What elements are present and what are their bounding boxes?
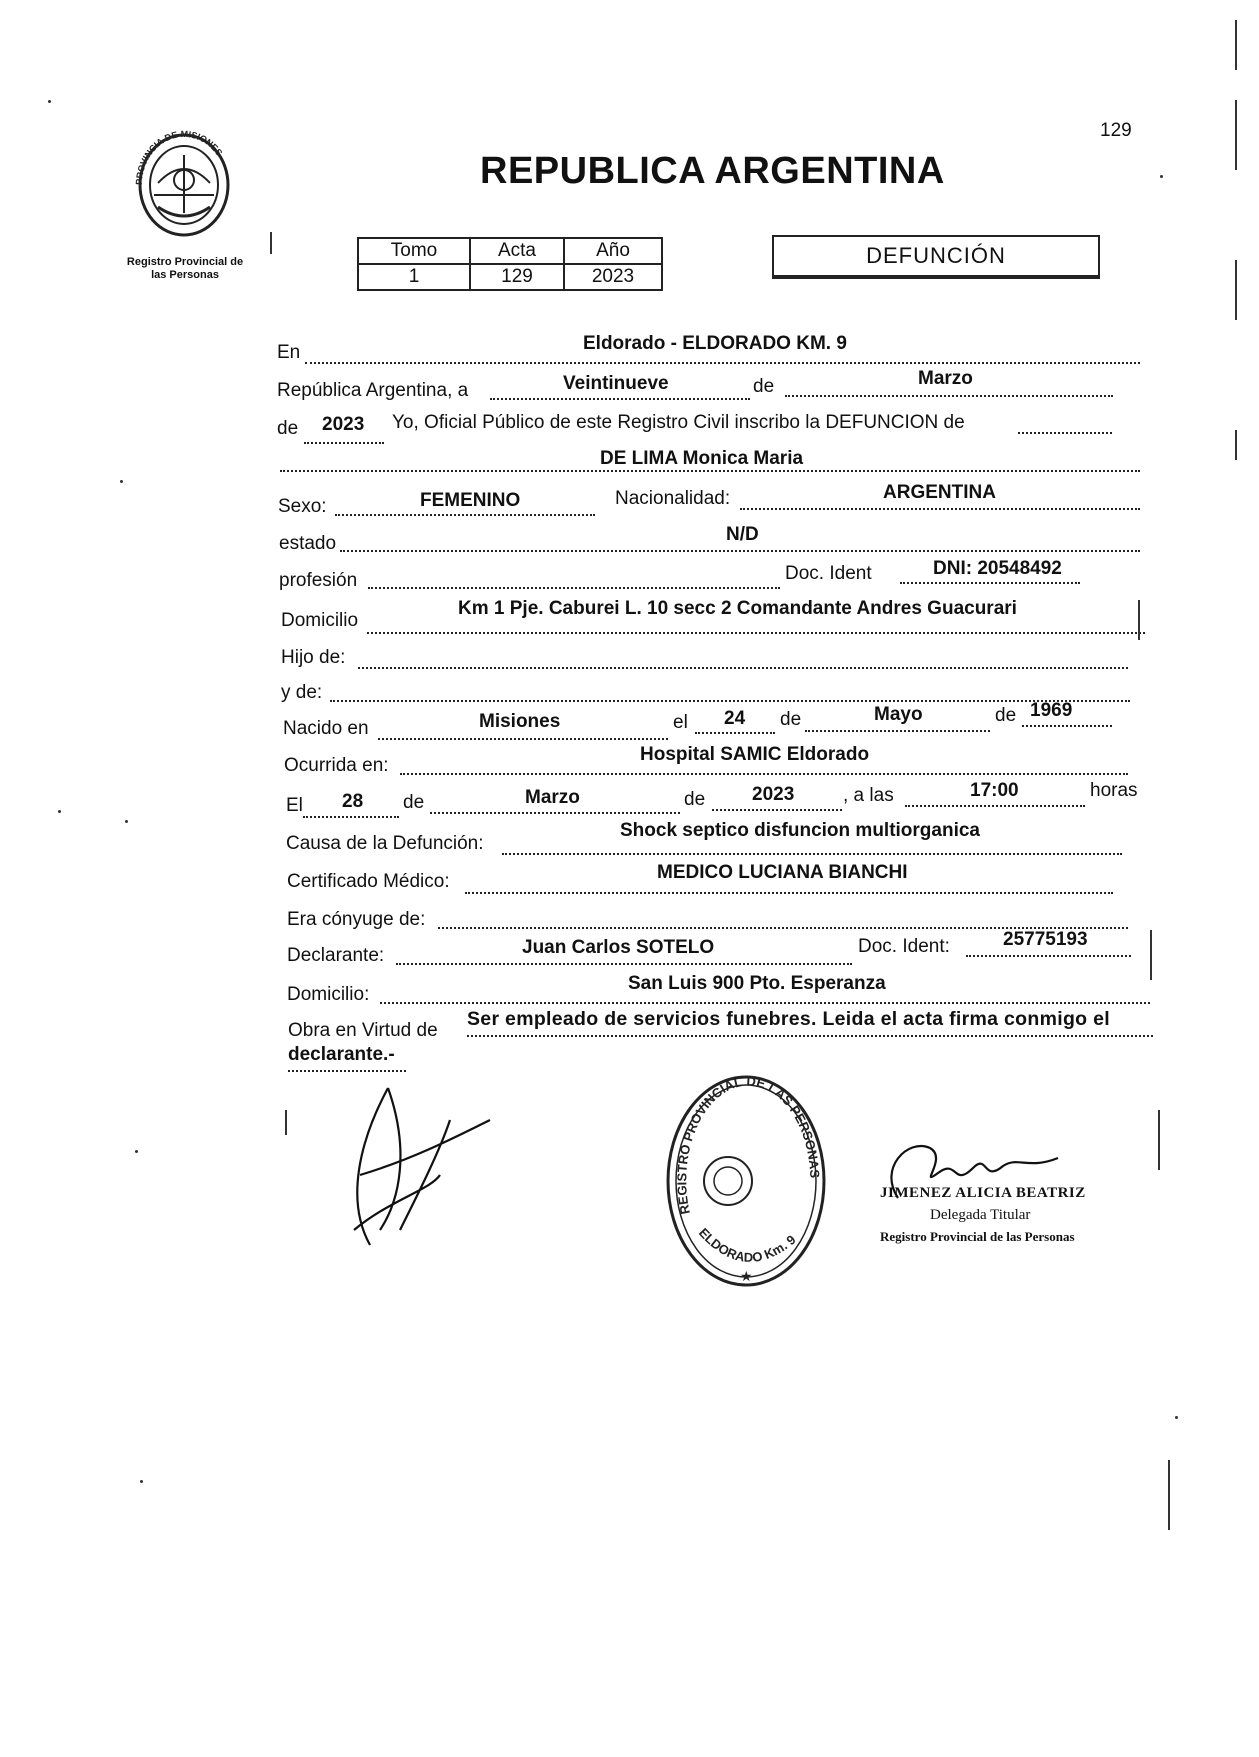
record-type-box: DEFUNCIÓN (772, 235, 1100, 279)
certificado-label: Certificado Médico: (287, 871, 450, 892)
mes-line (785, 395, 1113, 397)
official-org: Registro Provincial de las Personas (880, 1229, 1075, 1244)
hijo-label: Hijo de: (281, 647, 346, 668)
sexo-label: Sexo: (278, 496, 327, 517)
estado-value: N/D (726, 524, 759, 545)
republica-label: República Argentina, a (277, 380, 469, 401)
mes-value: Marzo (918, 368, 973, 389)
inscribo-text: Yo, Oficial Público de este Registro Civil inscribo la DEFUNCION de (392, 412, 965, 433)
registry-caption-line2: las Personas (151, 269, 219, 281)
ocurrida-en-value: Hospital SAMIC Eldorado (640, 744, 870, 765)
stamp-bottom-text: ELDORADO Km. 9 (695, 1225, 799, 1265)
causa-line (502, 853, 1122, 855)
nac-dia-line (695, 732, 775, 734)
def-mes-line (430, 812, 680, 814)
anio-value: 2023 (564, 264, 662, 290)
declarante-label: Declarante: (287, 945, 385, 966)
doc-line (900, 582, 1080, 584)
stamp-ring-text: REGISTRO PROVINCIAL DE LAS PERSONAS (674, 1073, 823, 1216)
certificado-value: MEDICO LUCIANA BIANCHI (657, 862, 908, 883)
de-label-2: de (277, 418, 299, 439)
en-label: En (277, 342, 301, 363)
decl-doc-line (966, 955, 1131, 957)
registry-caption-line1: Registro Provincial de (126, 256, 244, 268)
ocurrida-line (400, 773, 1128, 775)
seal-lettering: PROVINCIA DE MISIONES (133, 128, 225, 186)
hora-line (905, 805, 1085, 807)
el-label: el (673, 712, 688, 733)
registry-stamp (660, 1063, 832, 1291)
document-title: REPUBLICA ARGENTINA (480, 150, 945, 192)
profesion-label: profesión (279, 570, 358, 591)
anio-value: 2023 (322, 414, 365, 435)
de-label-6: de (684, 789, 706, 810)
estado-line (340, 550, 1140, 552)
registry-caption (100, 256, 270, 282)
yde-label: y de: (281, 682, 323, 703)
el-cap-label: El (286, 795, 303, 816)
nac-anio-line (1022, 725, 1112, 727)
obra-label: Obra en Virtud de (288, 1020, 438, 1041)
tomo-label: Tomo (358, 238, 470, 264)
obra-line (467, 1035, 1153, 1037)
doc-value: DNI: 20548492 (933, 558, 1062, 579)
decl-domicilio-value: San Luis 900 Pto. Esperanza (628, 973, 886, 994)
inscribo-line (1018, 432, 1112, 434)
doc-label: Doc. Ident (785, 563, 872, 584)
hora-value: 17:00 (970, 780, 1019, 801)
domicilio-label: Domicilio (281, 610, 359, 631)
declarant-signature (340, 1080, 500, 1250)
acta-value: 129 (470, 264, 564, 290)
def-anio-line (712, 809, 842, 811)
causa-value: Shock septico disfuncion multiorganica (620, 820, 980, 841)
domicilio-line (367, 632, 1145, 634)
causa-label: Causa de la Defunción: (286, 833, 484, 854)
nac-mes-line (805, 730, 990, 732)
official-caption (880, 1182, 1086, 1248)
decl-doc-label: Doc. Ident: (858, 936, 950, 957)
domicilio-value: Km 1 Pje. Caburei L. 10 secc 2 Comandante Andres Guacurari (458, 598, 1017, 619)
decl-domicilio-label: Domicilio: (287, 984, 370, 1005)
de-label-4: de (995, 705, 1017, 726)
decl-doc-value: 25775193 (1003, 929, 1088, 950)
def-dia-line (303, 816, 399, 818)
obra-value-2: declarante.- (288, 1044, 395, 1065)
def-anio-value: 2023 (752, 784, 795, 805)
de-label-1: de (753, 376, 775, 397)
estado-label: estado (279, 533, 337, 554)
en-line (305, 362, 1140, 364)
dia-line (490, 398, 750, 400)
reference-table (357, 237, 663, 291)
de-label-5: de (403, 792, 425, 813)
nacido-label: Nacido en (283, 718, 369, 739)
lugar-value: Eldorado - ELDORADO KM. 9 (583, 333, 847, 354)
svg-text:★: ★ (740, 1268, 753, 1284)
nacionalidad-line (740, 508, 1140, 510)
nac-dia-value: 24 (724, 708, 746, 729)
official-name: JIMENEZ ALICIA BEATRIZ (880, 1185, 1086, 1201)
obra-value: Ser empleado de servicios funebres. Leida el acta firma conmigo el (467, 1008, 1110, 1030)
de-label-3: de (780, 709, 802, 730)
profesion-line (368, 587, 780, 589)
declarante-line (396, 963, 852, 965)
page-number: 129 (1100, 120, 1132, 141)
conyuge-label: Era cónyuge de: (287, 909, 426, 930)
nacido-line (378, 738, 668, 740)
anio-label: Año (564, 238, 662, 264)
decl-domicilio-line (380, 1002, 1150, 1004)
def-mes-value: Marzo (525, 787, 580, 808)
dia-texto-value: Veintinueve (563, 373, 669, 394)
declarante-value: Juan Carlos SOTELO (522, 937, 715, 958)
yde-line (330, 700, 1130, 702)
sexo-value: FEMENINO (420, 490, 521, 511)
nac-mes-value: Mayo (874, 704, 923, 725)
tomo-value: 1 (358, 264, 470, 290)
def-dia-value: 28 (342, 791, 364, 812)
hijo-line (358, 667, 1128, 669)
nac-anio-value: 1969 (1030, 700, 1073, 721)
anio-line (304, 442, 384, 444)
svg-text:ELDORADO Km. 9 (696, 1225, 799, 1265)
nombre-value: DE LIMA Monica Maria (600, 448, 804, 469)
certificado-line (465, 892, 1113, 894)
nombre-line (280, 470, 1140, 472)
nacido-en-value: Misiones (479, 711, 561, 732)
nacionalidad-value: ARGENTINA (883, 482, 996, 503)
horas-label: horas (1090, 780, 1138, 801)
province-seal (128, 125, 240, 243)
nacionalidad-label: Nacionalidad: (615, 488, 731, 509)
sexo-line (335, 514, 595, 516)
a-las-label: , a las (843, 785, 894, 806)
ocurrida-label: Ocurrida en: (284, 755, 389, 776)
official-role: Delegada Titular (930, 1207, 1031, 1223)
acta-label: Acta (470, 238, 564, 264)
obra-line-2 (288, 1070, 406, 1072)
